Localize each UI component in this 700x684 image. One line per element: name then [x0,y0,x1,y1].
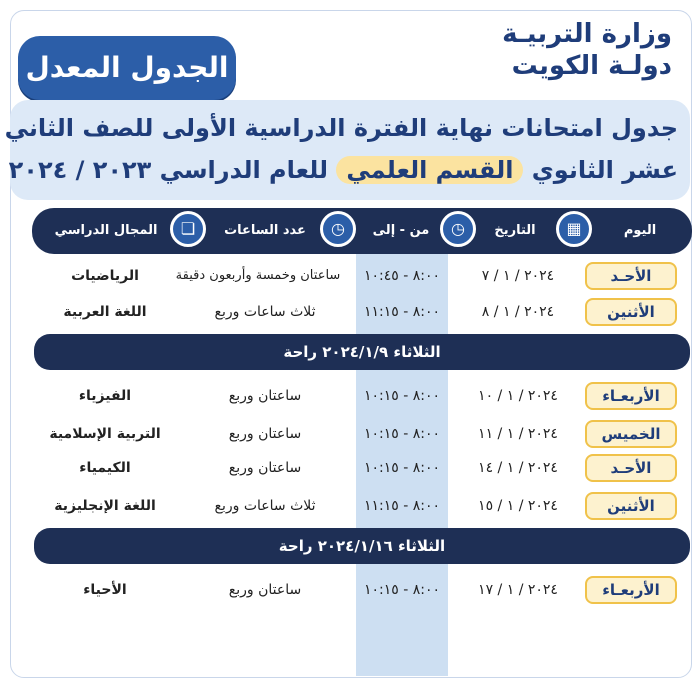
row-day: الأثنين [585,492,677,520]
clock-icon-2: ◷ [320,211,356,247]
ministry-line2: دولـة الكويت [511,51,672,81]
col-subject: المجال الدراسي [54,223,158,238]
col-date: التاريخ [494,223,536,238]
row-time: ٨:٠٠ - ١٠:١٥ [363,460,441,476]
calendar-icon: ▦ [556,211,592,247]
row-time: ٨:٠٠ - ١٠:٤٥ [363,268,441,284]
row-date: ٢٠٢٤ / ١ / ٨ [481,304,555,320]
row-day: الأثنين [585,298,677,326]
row-hours: ساعتان وربع [228,426,302,442]
row-time: ٨:٠٠ - ١٠:١٥ [363,582,441,598]
row-date: ٢٠٢٤ / ١ / ٧ [481,268,555,284]
row-date: ٢٠٢٤ / ١ / ١٥ [478,498,558,514]
row-hours: ساعتان وربع [228,582,302,598]
title-highlight: القسم العلمي [336,156,523,184]
clock-icon: ◷ [440,211,476,247]
break-band: الثلاثاء ٢٠٢٤/١/١٦ راحة [34,528,690,564]
row-date: ٢٠٢٤ / ١ / ١٧ [478,582,558,598]
row-subject: الفيزياء [78,388,132,404]
row-subject: التربية الإسلامية [49,426,161,442]
row-hours: ساعتان وربع [228,388,302,404]
row-subject: الرياضيات [71,268,139,284]
row-day: الأربعـاء [585,576,677,604]
row-date: ٢٠٢٤ / ١ / ١٠ [478,388,558,404]
ministry-name [502,18,672,82]
col-hours: عدد الساعات [224,223,306,238]
book-icon: ❏ [170,211,206,247]
modified-badge: الجدول المعدل [18,36,236,100]
row-date: ٢٠٢٤ / ١ / ١٤ [478,460,558,476]
title-line1: جدول امتحانات نهاية الفترة الدراسية الأولى للصف الثاني [4,114,678,142]
row-time: ٨:٠٠ - ١٠:١٥ [363,388,441,404]
row-time: ٨:٠٠ - ١١:١٥ [363,304,441,320]
row-subject: اللغة العربية [63,304,147,320]
row-subject: اللغة الإنجليزية [54,498,156,514]
row-hours: ساعتان وخمسة وأربعون دقيقة [175,268,341,283]
title-line2-post: للعام الدراسي ٢٠٢٣ / ٢٠٢٤ [8,156,329,184]
row-day: الأحـد [585,262,677,290]
row-subject: الأحياء [83,582,127,598]
ministry-line1: وزارة التربيـة [502,19,672,49]
col-time: من - إلى [372,223,430,238]
row-hours: ثلاث ساعات وربع [214,498,316,514]
row-subject: الكيمياء [79,460,131,476]
row-day: الخميس [585,420,677,448]
title-line2 [9,148,678,192]
row-day: الأربعـاء [585,382,677,410]
col-day: اليوم [623,223,657,238]
row-day: الأحـد [585,454,677,482]
title-line2-pre: عشر الثانوي [531,156,678,184]
row-time: ٨:٠٠ - ١١:١٥ [363,498,441,514]
row-hours: ثلاث ساعات وربع [214,304,316,320]
break-band: الثلاثاء ٢٠٢٤/١/٩ راحة [34,334,690,370]
row-hours: ساعتان وربع [228,460,302,476]
row-date: ٢٠٢٤ / ١ / ١١ [478,426,558,442]
row-time: ٨:٠٠ - ١٠:١٥ [363,426,441,442]
